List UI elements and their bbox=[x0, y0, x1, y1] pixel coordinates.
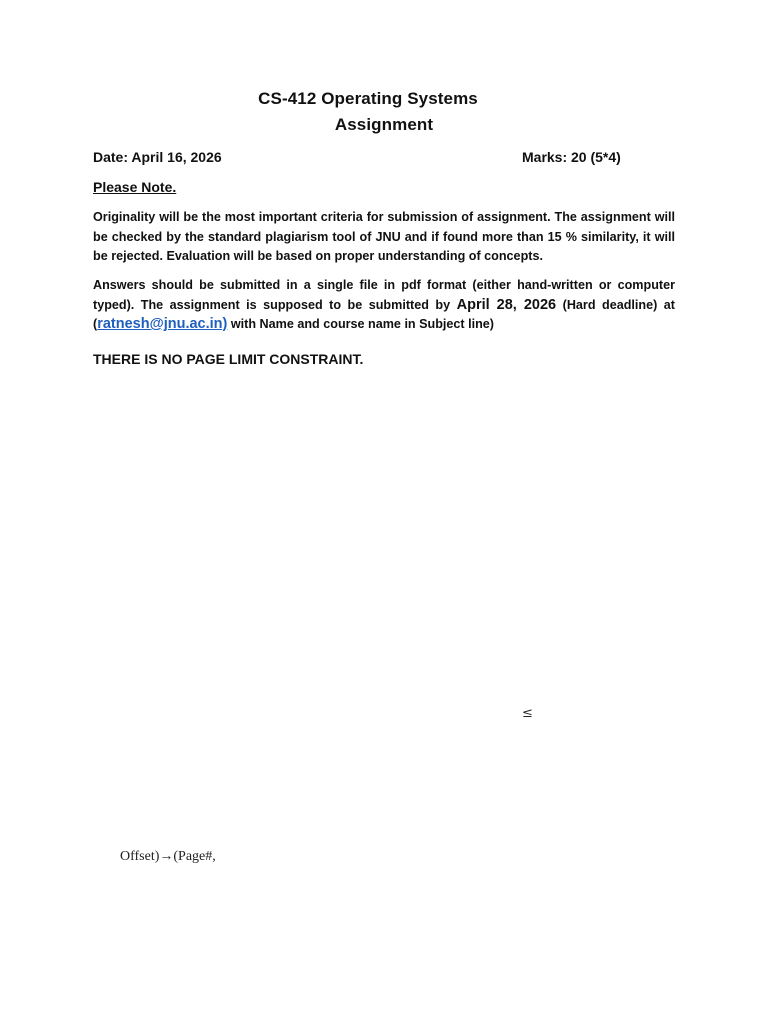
deadline-date: April 28, 2026 bbox=[456, 296, 557, 313]
marks-label: Marks: 20 (5*4) bbox=[522, 149, 621, 165]
offset-page-fragment: Offset)→(Page#, bbox=[120, 849, 216, 864]
date-label: Date: April 16, 2026 bbox=[93, 149, 222, 165]
submission-paragraph bbox=[93, 276, 675, 335]
page-limit-notice: THERE IS NO PAGE LIMIT CONSTRAINT. bbox=[93, 351, 364, 367]
document-title: CS-412 Operating Systems bbox=[258, 89, 478, 108]
note-heading: Please Note. bbox=[93, 179, 177, 195]
submission-text-part-3: with Name and course name in Subject line) bbox=[227, 317, 495, 331]
submission-text-part-1: Answers should be submitted in a single file in pdf format (either hand-written or computer typed). The assignment is supposed to be submitted by bbox=[93, 278, 675, 312]
less-equal-symbol: ≤ bbox=[522, 706, 533, 721]
meta-row bbox=[93, 149, 675, 169]
submission-text-part-2: (Hard deadline) at ( bbox=[93, 297, 675, 331]
document-subtitle: Assignment bbox=[334, 115, 434, 134]
originality-paragraph: Originality will be the most important criteria for submission of assignment. The assignment will be checked by the standard plagiarism tool of JNU and if found more than 15 % similarity, it will be rejected. Evaluation will be based on proper understanding of concepts. bbox=[93, 210, 675, 263]
email-link[interactable]: ratnesh@jnu.ac.in) bbox=[97, 316, 228, 332]
